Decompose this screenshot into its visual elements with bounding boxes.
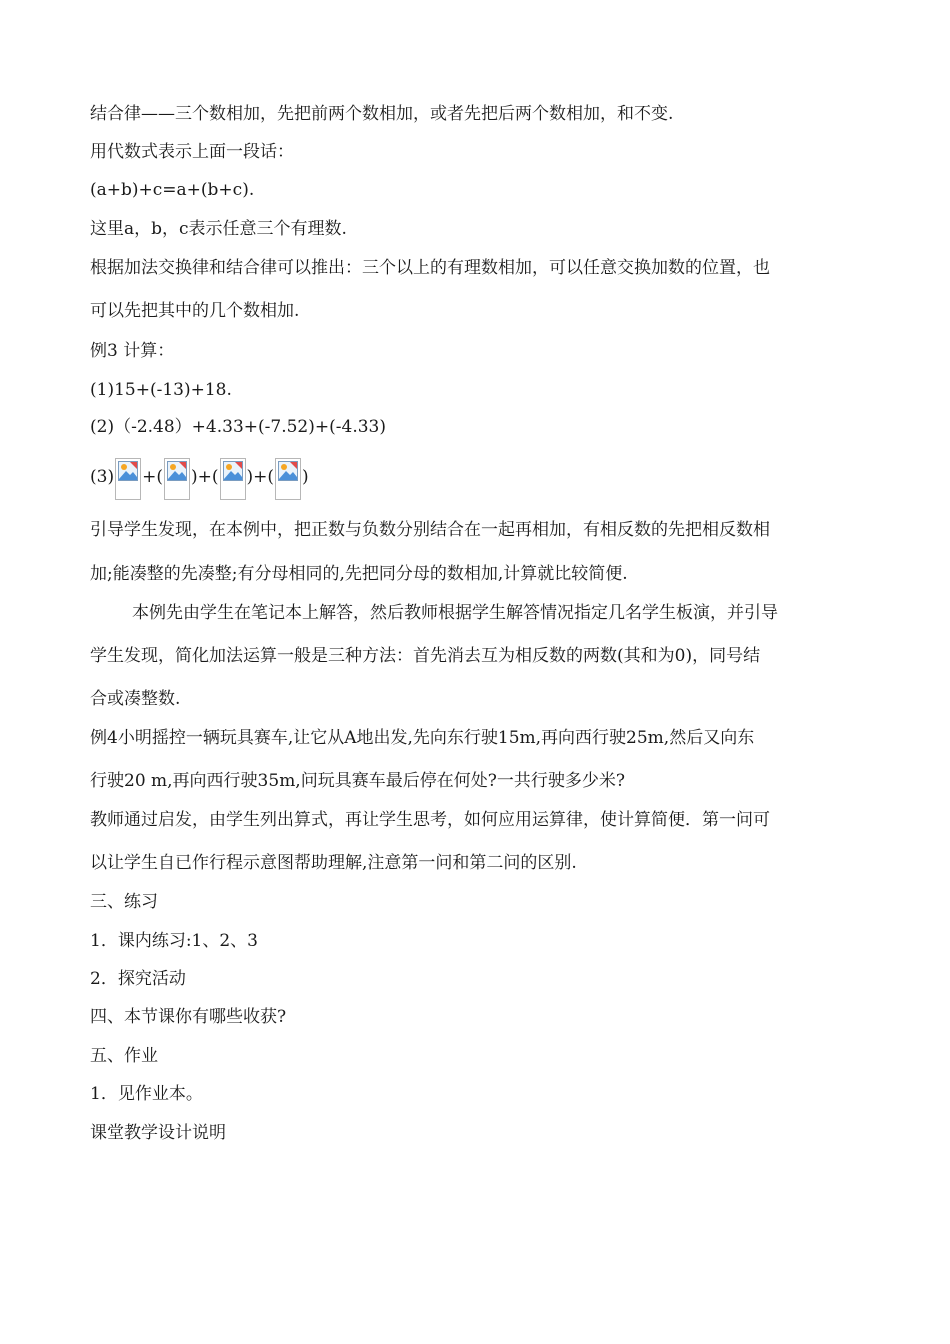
section-heading: 三、练习	[90, 892, 158, 912]
broken-image-icon	[220, 458, 246, 500]
exercise-item: (2)（-2.48）+4.33+(-7.52)+(-4.33)	[90, 417, 386, 437]
section-heading: 五、作业	[90, 1046, 158, 1066]
text-line: 根据加法交换律和结合律可以推出：三个以上的有理数相加，可以任意交换加数的位置，也	[90, 258, 770, 278]
text-line: 引导学生发现，在本例中，把正数与负数分别结合在一起再相加，有相反数的先把相反数相	[90, 520, 770, 540]
text-line: 教师通过启发，由学生列出算式，再让学生思考，如何应用运算律，使计算简便．第一问可	[90, 810, 770, 830]
text-line: 可以先把其中的几个数相加.	[90, 301, 300, 321]
text-line: 加;能凑整的先凑整;有分母相同的,先把同分母的数相加,计算就比较简便.	[90, 564, 628, 584]
text-line: 学生发现，简化加法运算一般是三种方法：首先消去互为相反数的两数(其和为0)，同号结	[90, 646, 761, 666]
text-line: 这里a，b，c表示任意三个有理数.	[90, 219, 347, 239]
list-item: 1．课内练习:1、2、3	[90, 931, 258, 951]
example-heading: 例4小明摇控一辆玩具赛车,让它从A地出发,先向东行驶15m,再向西行驶25m,然后又向东	[90, 728, 755, 748]
list-item: 1．见作业本。	[90, 1084, 203, 1104]
exercise-label: (3)	[90, 467, 115, 487]
section-heading: 四、本节课你有哪些收获?	[90, 1007, 287, 1027]
example-heading: 例3 计算：	[90, 341, 175, 361]
operator-text: )	[302, 467, 309, 487]
broken-image-icon	[164, 458, 190, 500]
operator-text: )+(	[246, 467, 275, 487]
broken-image-icon	[275, 458, 301, 500]
operator-text: )+(	[190, 467, 219, 487]
exercise-item: (1)15+(-13)+18.	[90, 380, 232, 400]
broken-image-icon	[115, 458, 141, 500]
text-line: 本例先由学生在笔记本上解答，然后教师根据学生解答情况指定几名学生板演，并引导	[132, 603, 778, 623]
exercise-item-3	[90, 452, 860, 502]
formula-line: (a+b)+c=a+(b+c).	[90, 180, 255, 200]
text-line: 合或凑整数.	[90, 689, 181, 709]
section-heading: 课堂教学设计说明	[90, 1123, 226, 1143]
text-line: 行驶20 m,再向西行驶35m,问玩具赛车最后停在何处?一共行驶多少米?	[90, 771, 625, 791]
text-line: 用代数式表示上面一段话：	[90, 142, 294, 162]
text-line: 以让学生自已作行程示意图帮助理解,注意第一问和第二问的区别.	[90, 853, 577, 873]
text-line: 结合律——三个数相加，先把前两个数相加，或者先把后两个数相加，和不变.	[90, 104, 674, 124]
list-item: 2．探究活动	[90, 969, 186, 989]
operator-text: +(	[142, 467, 163, 487]
